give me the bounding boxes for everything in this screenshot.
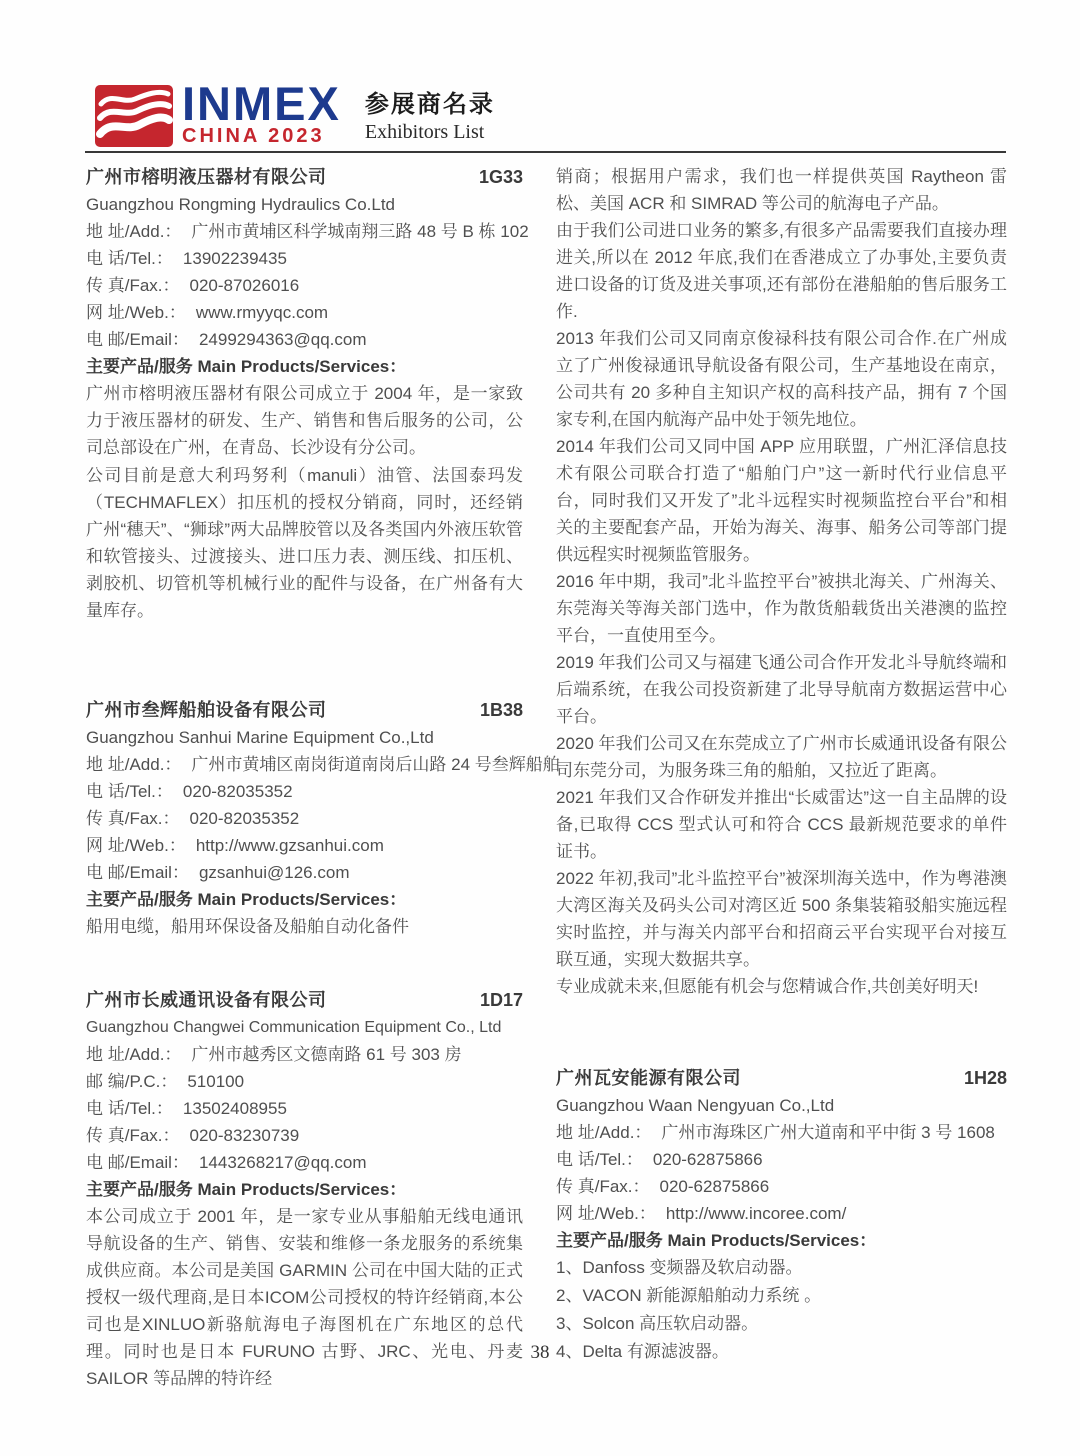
detail-value: www.rmyyqc.com <box>195 303 329 322</box>
detail-label: 地 址/Add.： <box>556 1123 652 1142</box>
products-services-header: 主要产品/服务 Main Products/Services： <box>556 1231 877 1250</box>
paragraph: 3、Solcon 高压软启动器。 <box>556 1314 759 1333</box>
detail-value: 广州市海珠区广州大道南和平中街 3 号 1608 <box>661 1123 995 1142</box>
company-name-cn: 广州市榕明液压器材有限公司 <box>86 167 327 187</box>
detail-value: gzsanhui@126.com <box>198 863 350 882</box>
detail-label: 电 话/Tel.： <box>86 1099 173 1118</box>
contact-details <box>86 1041 523 1176</box>
page-number: 38 <box>530 1342 550 1363</box>
detail-row <box>86 272 523 299</box>
products-services-header: 主要产品/服务 Main Products/Services： <box>86 357 407 376</box>
company-header-row <box>86 163 523 191</box>
paragraph: 专业成就未来,但愿能有机会与您精诚合作,共创美好明天! <box>556 977 979 996</box>
booth-number: 1H28 <box>963 1068 1007 1088</box>
company-header-row <box>86 986 523 1014</box>
detail-row <box>86 1095 523 1122</box>
detail-label: 传 真/Fax.： <box>86 1126 180 1145</box>
detail-value: 2499294363@qq.com <box>198 330 367 349</box>
contact-details <box>556 1119 1007 1227</box>
detail-label: 电 话/Tel.： <box>86 782 173 801</box>
detail-value: 020-83230739 <box>189 1126 300 1145</box>
detail-value: 510100 <box>187 1072 245 1091</box>
paragraph: 本公司成立于 2001 年，是一家专业从事船舶无线电通讯导航设备的生产、销售、安装和维修一条龙服务的系统集成供应商。本公司是美国 GARMIN 公司在中国大陆的正式授权一级代理商,是日本ICOM公司授权的特许经销商,本公司也是XINLUO新骆航海电子海图机在广东地区的总代理。同时也是日本 FURUNO 古野、JRC、光电、丹麦 SAILOR 等品牌的特许经 <box>86 1207 523 1388</box>
detail-label: 传 真/Fax.： <box>86 276 180 295</box>
directory-titles <box>365 91 495 147</box>
header-divider <box>85 151 1006 153</box>
paragraph: 4、Delta 有源滤波器。 <box>556 1342 729 1361</box>
paragraph: 销商；根据用户需求，我们也一样提供英国 Raytheon 雷松、美国 ACR 和 SIMRAD 等公司的航海电子产品。 <box>556 167 1007 213</box>
detail-label: 地 址/Add.： <box>86 1045 182 1064</box>
paragraph: 1、Danfoss 变频器及软启动器。 <box>556 1258 803 1277</box>
detail-row <box>86 751 560 778</box>
detail-value: 020-62875866 <box>659 1177 770 1196</box>
booth-number: 1B38 <box>479 700 523 720</box>
detail-row <box>556 1146 1007 1173</box>
inmex-logo <box>95 77 341 147</box>
contact-details <box>86 218 529 353</box>
detail-row <box>556 1173 1007 1200</box>
detail-row <box>86 805 523 832</box>
directory-title-en: Exhibitors List <box>364 121 485 143</box>
logo-text <box>182 77 341 147</box>
logo-sub-text: CHINA 2023 <box>182 125 325 147</box>
detail-row <box>556 1200 1007 1227</box>
booth-number: 1D17 <box>479 990 523 1010</box>
detail-label: 电 话/Tel.： <box>86 249 173 268</box>
detail-label: 传 真/Fax.： <box>86 809 180 828</box>
detail-label: 电 邮/Email： <box>86 863 189 882</box>
directory-title-cn: 参展商名录 <box>364 91 495 118</box>
detail-label: 网 址/Web.： <box>86 303 186 322</box>
page-header <box>95 77 495 147</box>
detail-label: 地 址/Add.： <box>86 222 182 241</box>
products-services-header: 主要产品/服务 Main Products/Services： <box>86 1180 407 1199</box>
detail-value: 020-82035352 <box>189 809 300 828</box>
detail-value: 广州市黄埔区科学城南翔三路 48 号 B 栋 102 <box>191 222 529 241</box>
products-services-header: 主要产品/服务 Main Products/Services： <box>86 890 407 909</box>
company-card-rongming <box>86 163 529 624</box>
paragraph: 2014 年我们公司又同中国 APP 应用联盟，广州汇泽信息技术有限公司联合打造了“船舶门户”这一新时代行业信息平台，同时我们又开发了”北斗远程实时视频监控台平台”和相关的主要配套产品，开始为海关、海事、船务公司等部门提供远程实时视频监管服务。 <box>556 437 1007 564</box>
company-header-row <box>556 1064 1007 1092</box>
right-column <box>556 163 1007 1365</box>
detail-row <box>86 1122 523 1149</box>
detail-value: 13502408955 <box>182 1099 287 1118</box>
detail-label: 地 址/Add.： <box>86 755 182 774</box>
detail-label: 电 邮/Email： <box>86 1153 189 1172</box>
detail-label: 电 邮/Email： <box>86 330 189 349</box>
booth-number: 1G33 <box>478 167 523 187</box>
company-name-en: Guangzhou Rongming Hydraulics Co.Ltd <box>86 195 396 214</box>
detail-row <box>86 778 523 805</box>
detail-row <box>86 299 523 326</box>
company-card-sanhui <box>86 696 560 940</box>
paragraph: 2013 年我们公司又同南京俊禄科技有限公司合作.在广州成立了广州俊禄通讯导航设备有限公司，生产基地设在南京，公司共有 20 多种自主知识产权的高科技产品，拥有 7 个国家专利,在国内航海产品中处于领先地位。 <box>556 329 1007 429</box>
detail-value: 020-62875866 <box>652 1150 763 1169</box>
detail-value: 广州市越秀区文德南路 61 号 303 房 <box>191 1045 462 1064</box>
detail-value: 020-82035352 <box>182 782 293 801</box>
company-header-row <box>86 696 523 724</box>
changwei-description-continuation <box>556 163 1007 1000</box>
paragraph: 2、VACON 新能源船舶动力系统 。 <box>556 1286 822 1305</box>
detail-value: 广州市黄埔区南岗街道南岗后山路 24 号叁辉船舶 <box>191 755 560 774</box>
paragraph: 船用电缆，船用环保设备及船舶自动化备件 <box>86 917 409 936</box>
detail-row <box>86 1041 523 1068</box>
left-column <box>86 163 560 1392</box>
company-name-cn: 广州瓦安能源有限公司 <box>556 1068 741 1088</box>
company-card-waan <box>556 1064 1007 1365</box>
detail-row <box>556 1119 1007 1146</box>
detail-row <box>86 326 523 353</box>
detail-value: http://www.gzsanhui.com <box>195 836 384 855</box>
detail-label: 传 真/Fax.： <box>556 1177 650 1196</box>
detail-row <box>86 218 529 245</box>
detail-value: 13902239435 <box>182 249 287 268</box>
detail-row <box>86 859 523 886</box>
logo-brand-text: INMEX <box>182 77 341 130</box>
company-description <box>86 380 523 624</box>
paragraph: 公司目前是意大利玛努利（manuli）油管、法国泰玛发（TECHMAFLEX）扣压机的授权分销商，同时，还经销广州“穗天”、“狮球”两大品牌胶管以及各类国内外液压软管和软管接头、过渡接头、进口压力表、测压线、扣压机、剥胶机、切管机等机械行业的配件与设备，在广州备有大量库存。 <box>86 466 523 620</box>
contact-details <box>86 751 560 886</box>
paragraph: 2022 年初,我司”北斗监控平台”被深圳海关选中，作为粤港澳大湾区海关及码头公司对湾区近 500 条集装箱驳船实施远程实时监控，并与海关内部平台和招商云平台实现平台对接互联互通，实现大数据共享。 <box>556 869 1007 969</box>
company-name-cn: 广州市叁辉船舶设备有限公司 <box>86 700 327 720</box>
paragraph: 2016 年中期，我司”北斗监控平台”被拱北海关、广州海关、东莞海关等海关部门选中，作为散货船载货出关港澳的监控平台，一直使用至今。 <box>556 572 1007 645</box>
detail-row <box>86 1068 523 1095</box>
paragraph: 2021 年我们又合作研发并推出“长威雷达”这一自主品牌的设备,已取得 CCS 型式认可和符合 CCS 最新规范要求的单件证书。 <box>556 788 1007 861</box>
company-name-cn: 广州市长威通讯设备有限公司 <box>86 990 327 1010</box>
detail-value: http://www.incoree.com/ <box>665 1204 847 1223</box>
company-name-en: Guangzhou Changwei Communication Equipment Co., Ltd <box>86 1019 502 1036</box>
detail-value: 020-87026016 <box>189 276 300 295</box>
company-name-en: Guangzhou Sanhui Marine Equipment Co.,Ltd <box>86 728 434 747</box>
detail-label: 网 址/Web.： <box>556 1204 656 1223</box>
company-description <box>86 913 523 940</box>
company-name-en: Guangzhou Waan Nengyuan Co.,Ltd <box>556 1096 835 1115</box>
detail-row <box>86 832 523 859</box>
detail-label: 电 话/Tel.： <box>556 1150 643 1169</box>
paragraph: 由于我们公司进口业务的繁多,有很多产品需要我们直接办理进关,所以在 2012 年底,我们在香港成立了办事处,主要负责进口设备的订货及进关事项,还有部份在港船舶的售后服务工作. <box>556 221 1007 321</box>
detail-value: 1443268217@qq.com <box>198 1153 367 1172</box>
paragraph: 2020 年我们公司又在东莞成立了广州市长威通讯设备有限公司东莞分司，为服务珠三角的船舶，又拉近了距离。 <box>556 734 1007 780</box>
detail-row <box>86 245 523 272</box>
paragraph: 2019 年我们公司又与福建飞通公司合作开发北斗导航终端和后端系统，在我公司投资新建了北导导航南方数据运营中心平台。 <box>556 653 1007 726</box>
company-card-changwei <box>86 986 523 1392</box>
detail-row <box>86 1149 523 1176</box>
detail-label: 网 址/Web.： <box>86 836 186 855</box>
paragraph: 广州市榕明液压器材有限公司成立于 2004 年，是一家致力于液压器材的研发、生产、销售和售后服务的公司，公司总部设在广州，在青岛、长沙设有分公司。 <box>86 384 523 457</box>
detail-label: 邮 编/P.C.： <box>86 1072 178 1091</box>
waves-icon <box>95 85 173 147</box>
